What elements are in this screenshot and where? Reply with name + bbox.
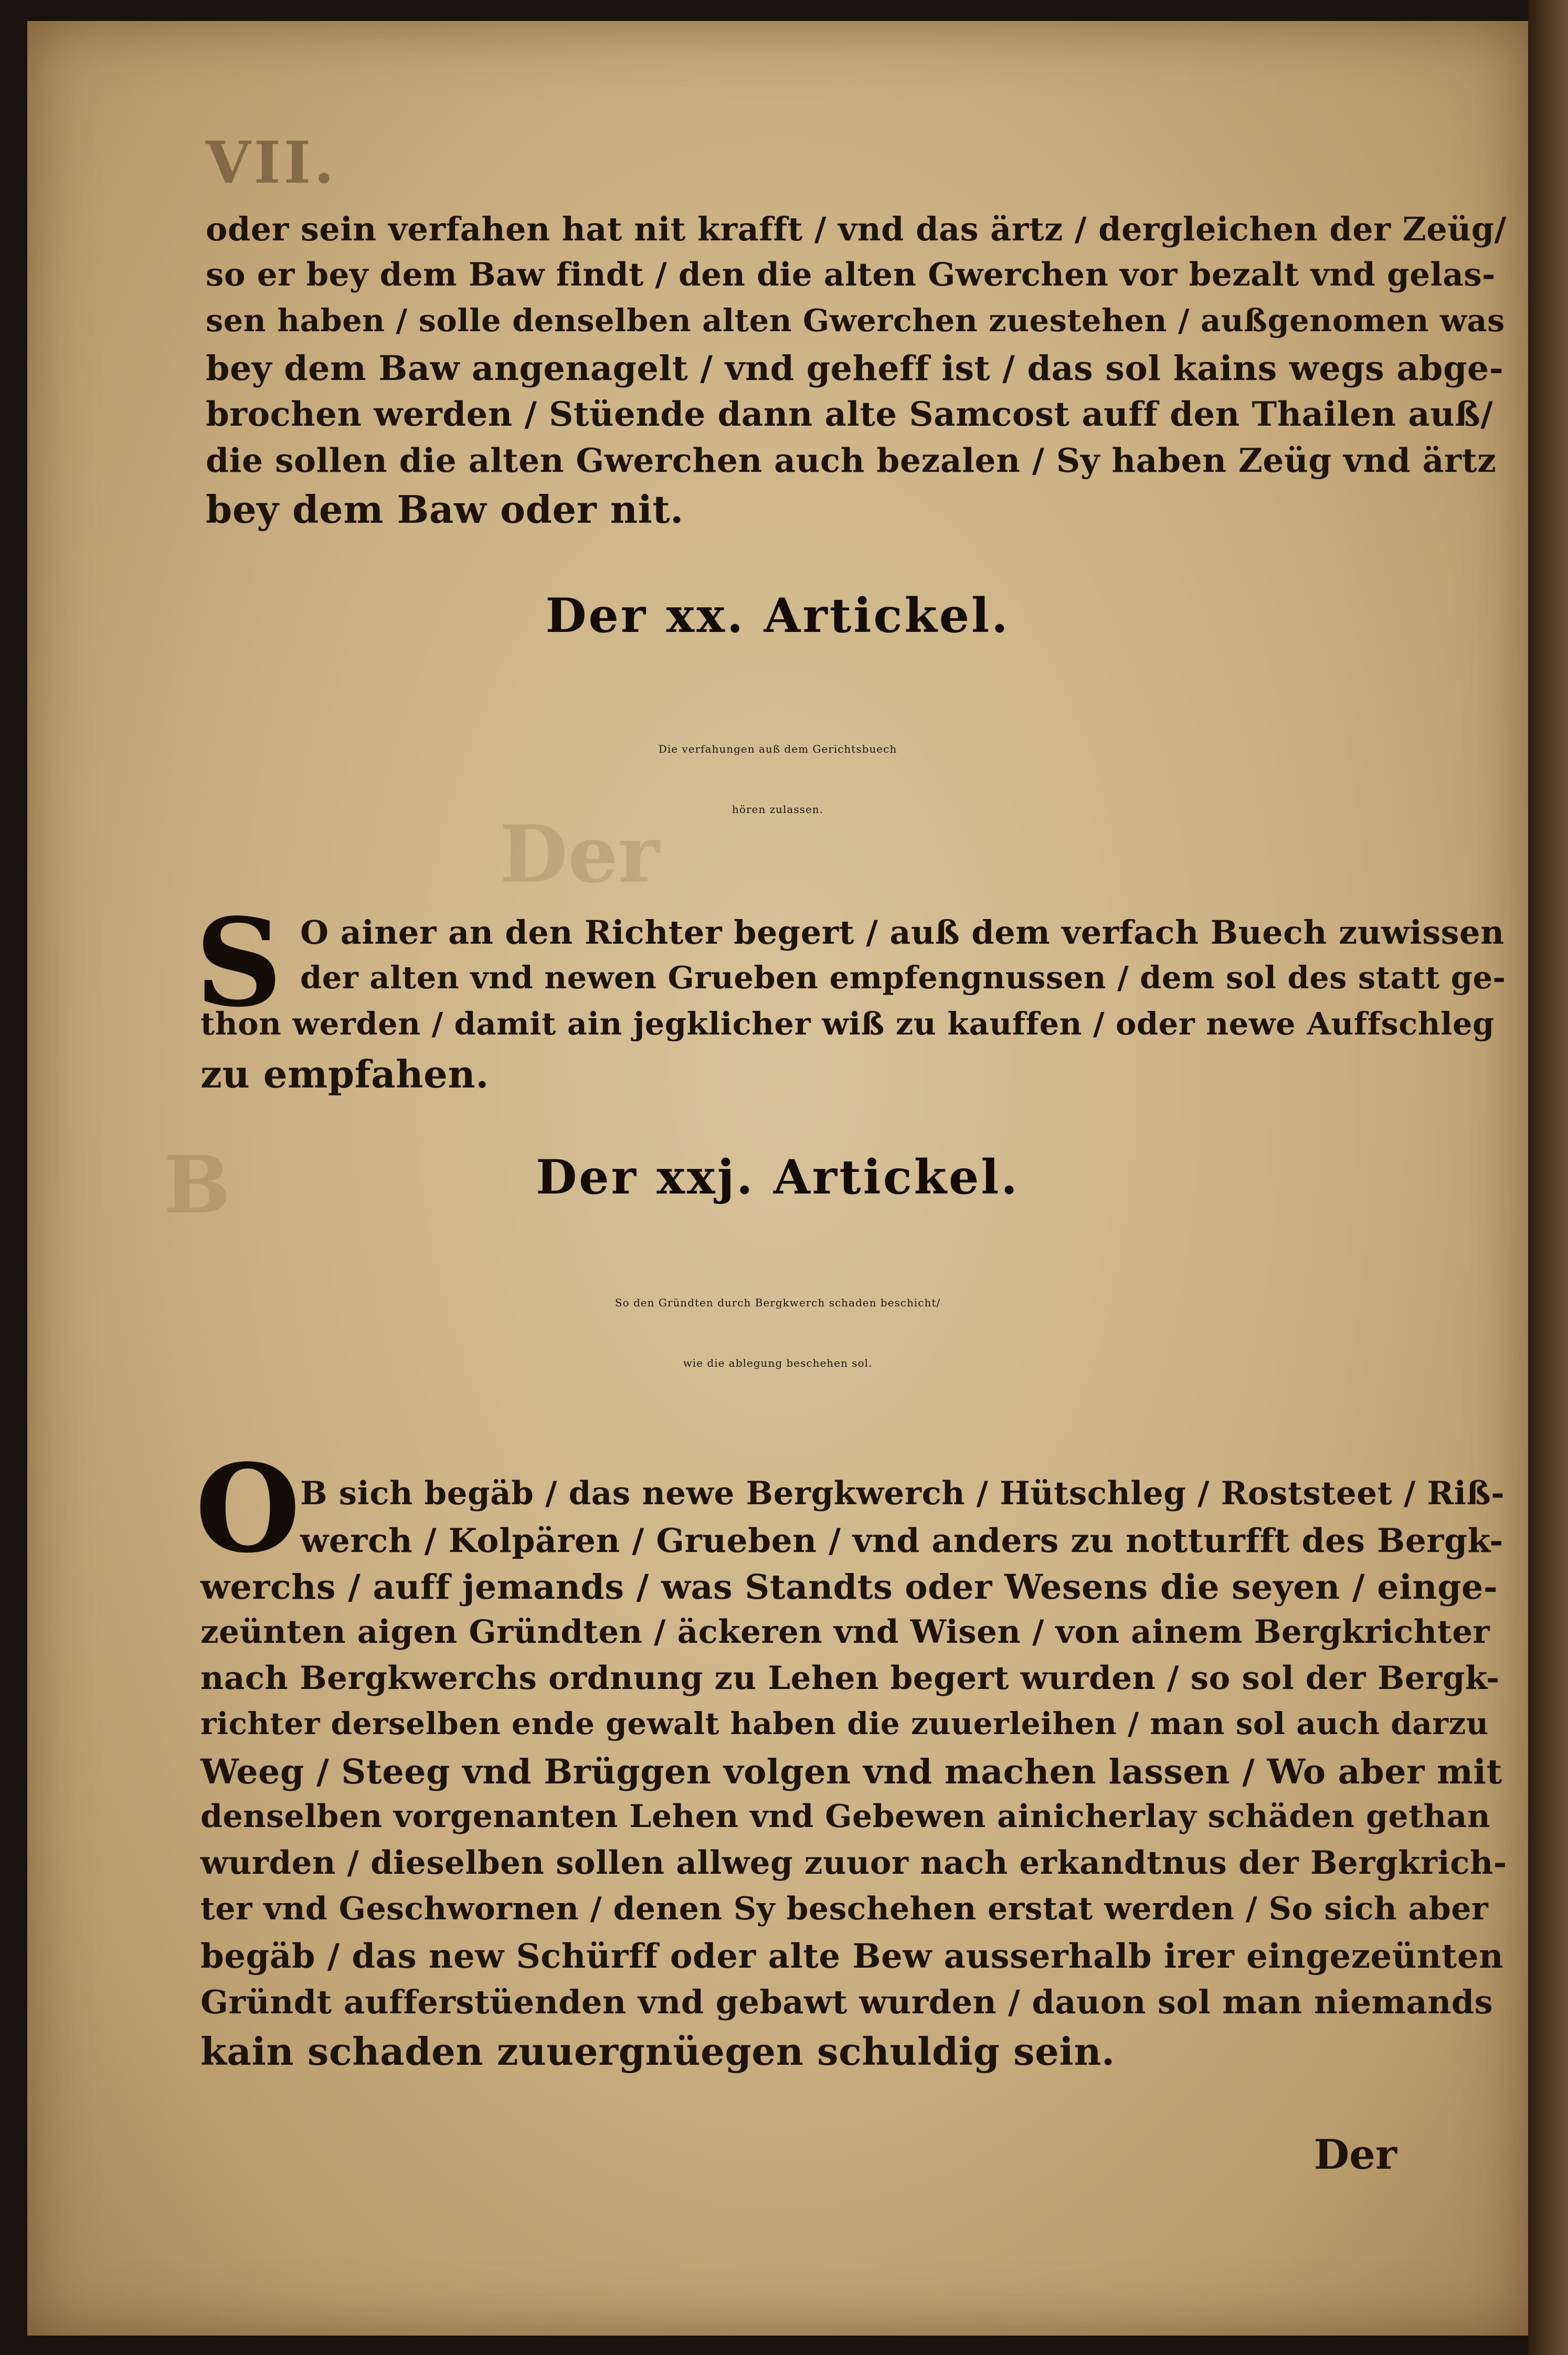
show-through-decoration: Der — [500, 808, 660, 901]
text-line: oder sein verfahen hat nit krafft / vnd das ärtz / dergleichen der Zeüg/ — [206, 210, 1507, 248]
article-subtitle: hören zulassen. — [732, 803, 823, 816]
text-line: kain schaden zuuergnüegen schuldig sein. — [200, 2029, 1115, 2074]
text-line: sen haben / solle denselben alten Gwerchen zuestehen / außgenomen was — [206, 302, 1505, 339]
text-line: werchs / auff jemands / was Standts oder Wesens die seyen / einge- — [200, 1567, 1498, 1607]
page-folio: VII. — [206, 129, 337, 196]
show-through-decoration: B — [164, 1139, 230, 1231]
text-line: zeünten aigen Gründten / äckeren vnd Wisen / von ainem Bergkrichter — [200, 1613, 1490, 1651]
text-line: werch / Kolpären / Grueben / vnd anders zu notturfft des Bergk- — [300, 1521, 1503, 1560]
text-line: bey dem Baw oder nit. — [206, 487, 684, 532]
text-line: Weeg / Steeg vnd Brüggen volgen vnd machen lassen / Wo aber mit — [200, 1752, 1502, 1792]
text-line: denselben vorgenanten Lehen vnd Gebewen ainicherlay schäden gethan — [200, 1798, 1491, 1835]
drop-initial: O — [195, 1438, 301, 1580]
book-gutter — [1528, 0, 1568, 2355]
text-line: so er bey dem Baw findt / den die alten Gwerchen vor bezalt vnd gelas- — [206, 256, 1496, 293]
article-heading: Der xxj. Artickel. — [536, 1149, 1020, 1205]
text-line: zu empfahen. — [200, 1052, 489, 1096]
catchword: Der — [1313, 2131, 1397, 2179]
text-line: der alten vnd newen Grueben empfengnussen / dem sol des statt ge- — [300, 959, 1506, 996]
article-subtitle: wie die ablegung beschehen sol. — [683, 1357, 873, 1369]
text-line: Gründt aufferstüenden vnd gebawt wurden / dauon sol man niemands — [200, 1983, 1493, 2021]
text-line: wurden / dieselben sollen allweg zuuor nach erkandtnus der Bergkrich- — [200, 1844, 1507, 1882]
book-page — [27, 21, 1528, 2336]
article-heading: Der xx. Artickel. — [545, 588, 1010, 643]
text-line: brochen werden / Stüende dann alte Samcost auff den Thailen auß/ — [206, 395, 1493, 434]
article-subtitle: Die verfahungen auß dem Gerichtsbuech — [658, 743, 897, 755]
text-line: thon werden / damit ain jegklicher wiß zu kauffen / oder newe Auffschleg — [200, 1006, 1495, 1042]
article-subtitle: So den Gründten durch Bergkwerch schaden beschicht/ — [615, 1296, 941, 1309]
text-line: nach Bergkwerchs ordnung zu Lehen begert wurden / so sol der Bergk- — [200, 1660, 1500, 1697]
text-line: O ainer an den Richter begert / auß dem verfach Buech zuwissen — [300, 913, 1505, 952]
text-line: richter derselben ende gewalt haben die zuuerleihen / man sol auch darzu — [200, 1706, 1489, 1741]
text-line: begäb / das new Schürff oder alte Bew ausserhalb irer eingezeünten — [200, 1937, 1504, 1976]
text-line: ter vnd Geschwornen / denen Sy beschehen erstat werden / So sich aber — [200, 1891, 1489, 1927]
text-line: bey dem Baw angenagelt / vnd geheff ist / das sol kains wegs abge- — [206, 349, 1504, 388]
text-line: B sich begäb / das newe Bergkwerch / Hütschleg / Roststeet / Riß- — [300, 1475, 1505, 1512]
text-line: die sollen die alten Gwerchen auch bezalen / Sy haben Zeüg vnd ärtz — [206, 441, 1497, 480]
drop-initial: S — [195, 892, 283, 1034]
